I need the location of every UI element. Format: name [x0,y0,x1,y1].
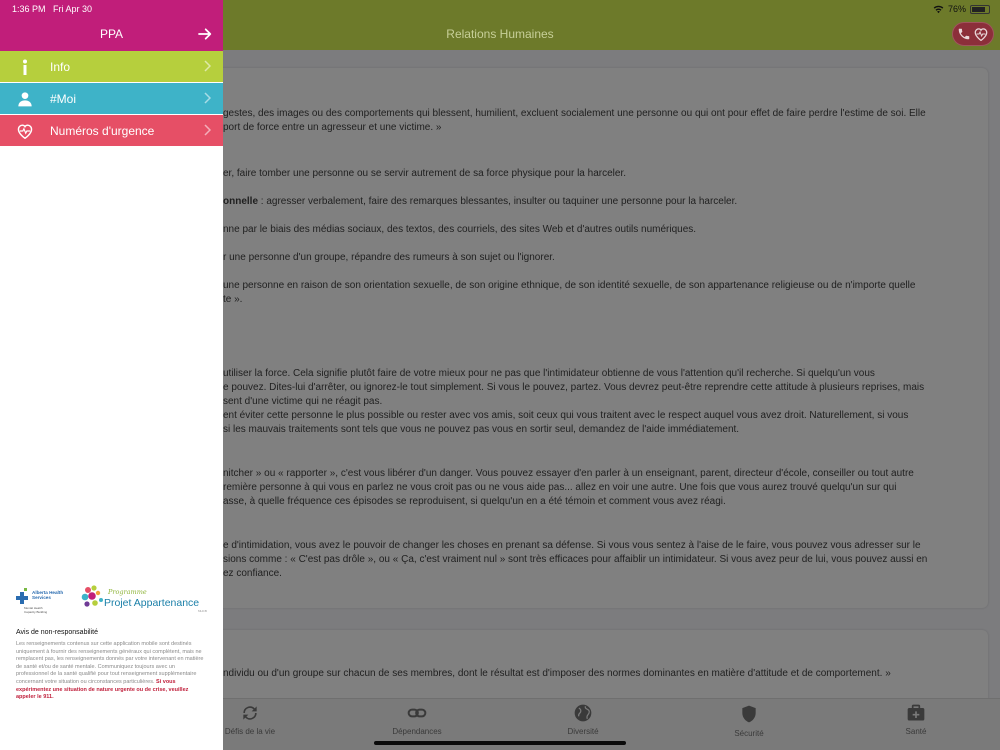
disclaimer-title: Avis de non-responsabilité [16,629,98,636]
menu-item-label: Numéros d'urgence [50,123,155,138]
link-icon [406,703,428,723]
tab-label: Santé [905,727,927,736]
alberta-health-services-logo [16,588,63,614]
svg-text:Services: Services [32,595,51,600]
paragraph-line: utiliser la force. Cela signifie plutôt faire de votre mieux pour ne pas que l'intimidateur obtienne de vous l'attention qu'il recherche. Si quelqu'un vous [223,368,875,379]
paragraph-line: te ». [223,294,243,305]
paragraph-line: ndividu ou d'un groupe sur chacun de ses membres, dont le résultat est d'imposer des normes dominantes en matière d'attitude et de comportement. » [223,668,891,679]
shield-icon [739,703,759,725]
ahs-name: Alberta Health [32,590,64,595]
tab-label: Diversité [567,727,599,736]
person-icon [17,91,33,107]
paragraph-line: r une personne d'un groupe, répandre des rumeurs à son sujet ou l'ignorer. [223,252,555,263]
drawer-title: PPA [99,27,124,41]
drawer-header [0,0,223,51]
tab-diversite[interactable] [528,703,638,736]
paragraph-line: e d'intimidation, vous avez le pouvoir de changer les choses en prenant sa défense. Si vous vous sentez à l'aise de le faire, vous pouvez vous adresser sur le [223,540,921,551]
heart-pulse-icon [16,123,34,139]
side-drawer [0,0,223,750]
paragraph-line: er, faire tomber une personne ou se servir autrement de sa force physique pour la harceler. [223,168,627,179]
disclaimer-body [16,641,208,702]
home-indicator[interactable] [374,741,626,745]
globe-icon [573,703,593,723]
paragraph-line: gestes, des images ou des comportements qui blessent, humilient, excluent socialement une personne ou qui ont pour effet de faire perdre l'estime de soi. Elle [223,108,926,119]
svg-text:Projet Appartenance: Projet Appartenance [104,597,200,609]
paragraph-line: remière personne à qui vous en parlez ne vous croit pas ou ne vous aide pas... allez en voir une autre. Une fois que vous aurez trouvé quelqu'un sur qui [223,482,897,493]
disclaimer-text: Les renseignements contenus sur cette application mobile sont destinés uniquement à fournir des renseignements généraux qui complètent, mais ne remplacent pas, les renseignements donnés par votre intervenant en matière de santé et/ou de santé mentale. Communiquez toujours avec un professionnel de la santé qualifié pour tout renseignement supplémentaire concernant votre situation ou circonstances particulières. [16,641,204,685]
svg-text:Capacity Building: Capacity Building [24,610,48,614]
menu-item-emergency-numbers[interactable] [0,115,223,146]
menu-item-label: Info [50,59,71,74]
paragraph-bold: onnelle [223,196,259,207]
wifi-icon [933,5,944,14]
status-time: 1:36 PM Fri Apr 30 [12,4,93,14]
svg-text:Mental Health: Mental Health [24,606,43,610]
paragraph-line: une personne en raison de son orientation sexuelle, de son origine ethnique, de son identité sexuelle, de son appartenance religieuse ou de n'importe quelle [223,280,916,291]
paragraph-line [223,195,737,209]
tab-dependances[interactable] [362,703,472,736]
partner-logos [16,584,211,620]
arrow-right-icon[interactable] [197,26,213,42]
chevron-right-icon [204,60,211,72]
refresh-icon [240,703,260,723]
paragraph-line: nitcher » ou « rapporter », c'est vous libérer d'un danger. Vous pouvez essayer d'en parler à un enseignant, parent, directeur d'école, conseiller ou tout autre [223,468,914,479]
menu-item-info[interactable] [0,51,223,82]
paragraph-line: sions comme : « C'est pas drôle », ou « Ça, c'est vraiment nul » sont très efficaces pour affaiblir un intimidateur. Si vous avez peur de lui, vous pouvez aussi en [223,554,928,565]
paragraph-line: asse, à quelle fréquence ces épisodes se reproduisent, si quelqu'un en a été témoin et comment vous avez réagi. [223,496,726,507]
paragraph-line: nne par le biais des médias sociaux, des textos, des courriels, des sites Web et d'autres outils numériques. [223,224,697,235]
battery-percent: 76% [947,4,966,14]
projet-appartenance-logo [82,585,207,613]
menu-item-label: #Moi [50,91,77,106]
tab-securite[interactable] [694,703,804,738]
chevron-right-icon [204,92,211,104]
emergency-call-button[interactable] [952,22,994,46]
paragraph-line: sent d'une victime qui ne réagit pas. [223,396,383,407]
tab-label: Dépendances [392,727,442,736]
tab-label: Sécurité [734,729,764,738]
svg-text:Programme: Programme [108,588,147,596]
medkit-icon [905,703,927,723]
tab-label: Défis de la vie [224,727,276,736]
battery-icon [970,5,990,14]
menu-item-moi[interactable] [0,83,223,114]
paragraph-line: si les mauvais traitements sont tels que vous ne pouvez pas vous en sortir seul, demandez de l'aide immédiatement. [223,424,740,435]
info-icon [20,59,30,75]
paragraph-line: port de force entre un agresseur et une victime. » [223,122,442,133]
heart-pulse-icon [973,27,989,41]
paragraph-line: ent éviter cette personne le plus possible ou rester avec vos amis, soit ceux qui vous traitent avec le respect auquel vous avez droit. Naturellement, si vous [223,410,909,421]
phone-icon [957,27,971,41]
chevron-right-icon [204,124,211,136]
content-card [190,68,988,608]
tab-sante[interactable] [861,703,971,736]
svg-text:MHCB: MHCB [198,609,207,613]
disclaimer-urgent: Si vous expérimentez une situation de nature urgente ou de crise, veuillez appeler le 911. [16,678,189,701]
paragraph-text: : agresser verbalement, faire des remarques blessantes, insulter ou taquiner une personne pour la harceler. [258,196,738,207]
paragraph-line: e pouvez. Dites-lui d'arrêter, ou ignorez-le tout simplement. Si vous le pouvez, partez. Vous devrez peut-être reprendre cette attitude à plusieurs reprises, mais [223,382,925,393]
page-title: Relations Humaines [446,27,554,41]
paragraph-line: ez confiance. [223,568,282,579]
